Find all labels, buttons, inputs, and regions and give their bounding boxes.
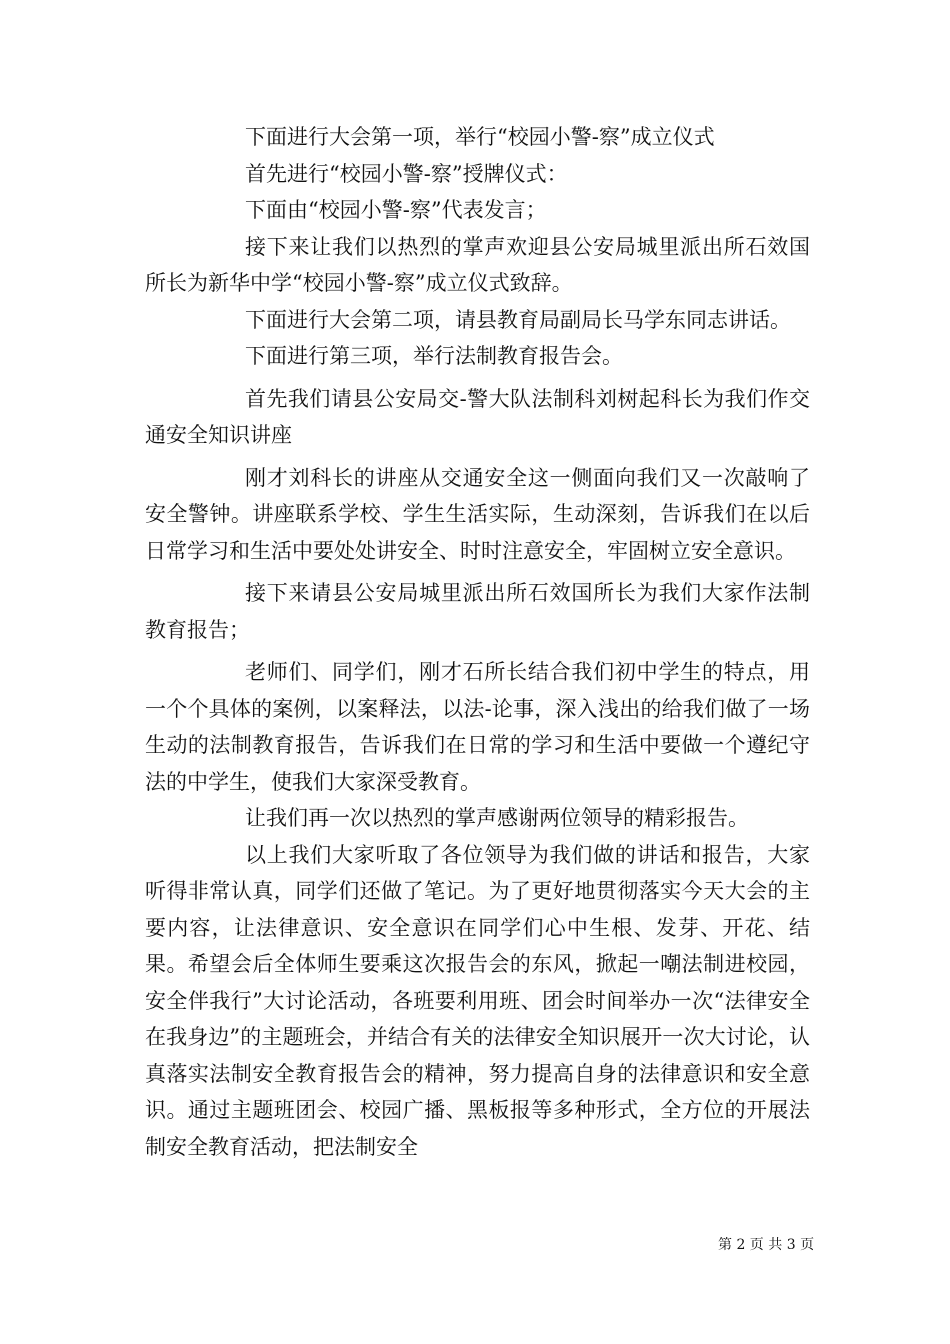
paragraph-2: 首先进行“校园小警-察”授牌仪式：	[245, 161, 568, 186]
paragraph-10: 老师们、同学们，刚才石所长结合我们初中学生的特点，用一个个具体的案例，以案释法，以法-论事，深入浅出的给我们做了一场生动的法制教育报告，告诉我们在日常的学习和生活中要做一个遵纪守法的中学生，使我们大家深受教育。	[145, 660, 810, 794]
paragraph-4: 接下来让我们以热烈的掌声欢迎县公安局城里派出所石效国所长为新华中学“校园小警-察”成立仪式致辞。	[145, 234, 810, 295]
document-body	[145, 119, 810, 1165]
paragraph-8: 刚才刘科长的讲座从交通安全这一侧面向我们又一次敲响了安全警钟。讲座联系学校、学生生活实际，生动深刻，告诉我们在以后日常学习和生活中要处处讲安全、时时注意安全，牢固树立安全意识。	[145, 465, 810, 563]
paragraph-11: 让我们再一次以热烈的掌声感谢两位领导的精彩报告。	[245, 806, 749, 830]
paragraph-9: 接下来请县公安局城里派出所石效国所长为我们大家作法制教育报告；	[145, 581, 810, 642]
paragraph-12: 以上我们大家听取了各位领导为我们做的讲话和报告，大家听得非常认真，同学们还做了笔记。为了更好地贯彻落实今天大会的主要内容，让法律意识、安全意识在同学们心中生根、发芽、开花、结果。希望会后全体师生要乘这次报告会的东风，掀起一嘲法制进校园，安全伴我行”大讨论活动，各班要利用班、团会时间举办一次“法律安全在我身边”的主题班会，并结合有关的法律安全知识展开一次大讨论，认真落实法制安全教育报告会的精神，努力提高自身的法律意识和安全意识。通过主题班团会、校园广播、黑板报等多种形式，全方位的开展法制安全教育活动，把法制安全	[145, 842, 810, 1159]
paragraph-7: 首先我们请县公安局交-警大队法制科刘树起科长为我们作交通安全知识讲座	[145, 386, 810, 447]
paragraph-5: 下面进行大会第二项，请县教育局副局长马学东同志讲话。	[245, 307, 791, 332]
paragraph-6: 下面进行第三项，举行法制教育报告会。	[245, 344, 623, 368]
paragraph-1: 下面进行大会第一项，举行“校园小警-察”成立仪式	[245, 125, 715, 149]
paragraph-3: 下面由“校园小警-察”代表发言；	[245, 198, 547, 222]
page-number: 第 2 页 共 3 页	[718, 1237, 815, 1253]
